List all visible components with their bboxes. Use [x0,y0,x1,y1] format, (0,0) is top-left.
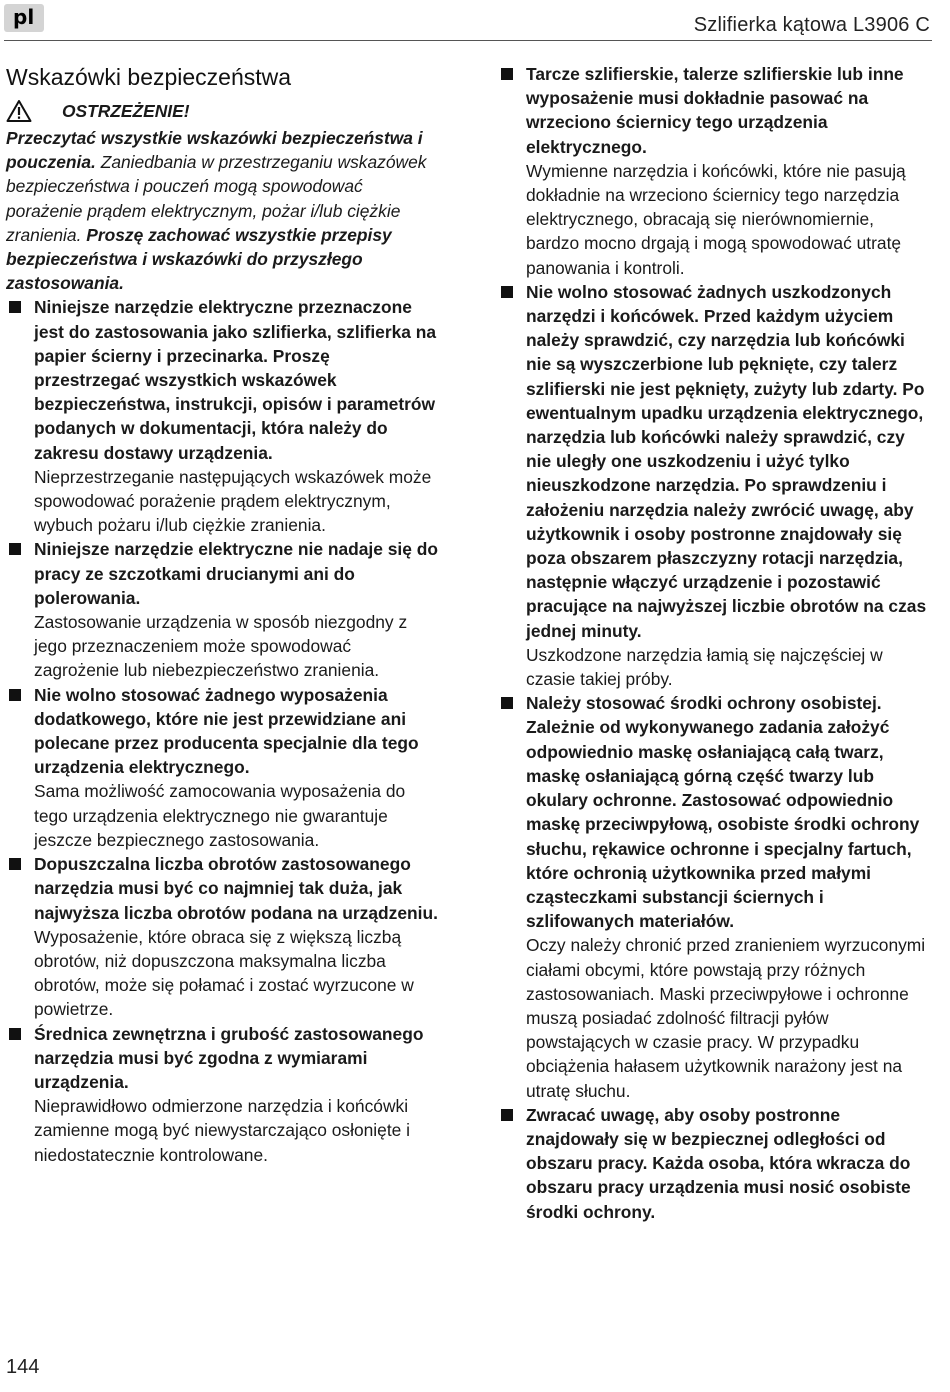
intro-regular: Zaniedbania w przestrzeganiu wskazówek bezpieczeństwa i pouczeń mogą spowodować porażenie prądem elektrycznym, pożar i/lub ciężkie zranienia. [6,152,427,245]
safety-item-lead: Średnica zewnętrzna i grubość zastosowanego narzędzia musi być zgodna z wymiarami urządzenia. [34,1023,424,1092]
safety-item [6,852,438,1021]
safety-item-lead: Nie wolno stosować żadnych uszkodzonych narzędzi i końcówek. Przed każdym użyciem należy sprawdzić, czy narzędzia lub końcówki nie są wyszczerbione lub pęknięte, czy talerz szlifierski nie jest pęknięty, zużyty lub zdarty. Po ewentualnym upadku urządzenia elektrycznego, narzędzia lub końcówki należy sprawdzić, czy nie uległy one uszkodzeniu i użyć tylko nieuszkodzone narzędzia. Po sprawdzeniu i założeniu narzędzia należy zwrócić uwagę, aby użytkownik i osoby postronne znajdowały się poza obszarem płaszczyzny rotacji narzędzia, następnie włączyć urządzenie i pozostawić pracujące na najwyższej liczbie obrotów na czas jednej minuty. [526,281,927,641]
intro-bold-1: Przeczytać wszystkie wskazówki bezpieczeństwa i pouczenia. [6,128,423,173]
safety-item-body: Wyposażenie, które obraca się z większą liczbą obrotów, niż dopuszczona maksymalna liczba obrotów, może się połamać i zostać wyrzucone w powietrze. [34,926,414,1020]
square-bullet-icon [501,68,513,80]
safety-item-lead: Niniejsze narzędzie elektryczne nie nadaje się do pracy ze szczotkami drucianymi ani do polerowania. [34,539,439,608]
safety-item-lead: Należy stosować środki ochrony osobistej. Zależnie od wykonywanego zadania założyć odpowiednio maskę osłaniającą całą twarz, maskę osłaniającą górną część twarzy lub okulary ochronne. Zastosować odpowiednio maskę przeciwpyłową, osobiste środki ochrony słuchu, rękawice ochronne i specjalny fartuch, które ochronią użytkownika przed małymi cząsteczkami substancji ściernych i szlifowanych materiałów. [526,693,920,932]
warning-row [6,98,438,124]
safety-item-lead: Dopuszczalna liczba obrotów zastosowanego narzędzia musi być co najmniej tak duża, jak najwyższa liczba obrotów podana na urządzeniu. [34,854,438,923]
safety-item-body: Nieprawidłowo odmierzone narzędzia i końcówki zamienne mogą być niewystarczająco osłonięte i niedostatecznie kontrolowane. [34,1096,411,1165]
safety-item [498,1103,930,1224]
safety-item-body: Nieprzestrzeganie następujących wskazówek może spowodować porażenie prądem elektrycznym, wybuch pożaru i/lub ciężkie zranienia. [34,466,432,536]
page-number: 144 [6,1356,40,1378]
square-bullet-icon [9,1028,21,1040]
safety-item [498,62,930,280]
left-safety-list [6,295,438,1166]
safety-item [6,1022,438,1167]
square-bullet-icon [501,286,513,298]
safety-item-body: Sama możliwość zamocowania wyposażenia do tego urządzenia elektrycznego nie gwarantuje jeszcze bezpiecznego zastosowania. [34,781,406,850]
right-safety-list [498,62,930,1224]
right-column [498,62,930,1224]
square-bullet-icon [9,543,21,555]
safety-item-lead: Nie wolno stosować żadnego wyposażenia dodatkowego, które nie jest przewidziane ani polecane przez producenta specjalnie dla tego urządzenia elektrycznego. [34,684,419,778]
square-bullet-icon [9,858,21,870]
document-title: Szlifierka kątowa L3906 C [693,14,930,36]
square-bullet-icon [9,689,21,701]
safety-item [6,683,438,852]
warning-label: OSTRZEŻENIE! [62,100,190,121]
language-badge: pl [4,4,44,32]
safety-item-lead: Tarcze szlifierskie, talerze szlifierskie lub inne wyposażenie musi dokładnie pasować na wrzeciono ściernicy tego urządzenia elektrycznego. [526,64,904,157]
warning-triangle-icon [6,99,32,123]
safety-item-body: Wymienne narzędzia i końcówki, które nie pasują dokładnie na wrzeciono ściernicy tego narzędzia elektrycznego, obracają się nierównomiernie, bardzo mocno drgają i mogą spowodować utratę panowania i kontroli. [526,160,906,278]
safety-item [6,295,438,537]
safety-item-body: Uszkodzone narzędzia łamią się najczęściej w czasie takiej próby. [526,644,883,690]
square-bullet-icon [9,301,21,313]
safety-item-body: Oczy należy chronić przed zranieniem wyrzuconymi ciałami obcymi, które powstają przy różnych zastosowaniach. Maski przeciwpyłowe i ochronne muszą posiadać zdolność filtracji pyłów powstających w czasie pracy. W przypadku obciążenia hałasem użytkownik narażony jest na utratę słuchu. [526,935,926,1101]
safety-item [6,537,438,682]
safety-item-lead: Niniejsze narzędzie elektryczne przeznaczone jest do zastosowania jako szlifierka, szlifierka na papier ścierny i przecinarka. Proszę przestrzegać wszystkich wskazówek bezpieczeństwa, instrukcji, opisów i parametrów podanych w dokumentacji, która należy do zakresu dostawy urządzenia. [34,297,437,463]
safety-item-body: Zastosowanie urządzenia w sposób niezgodny z jego przeznaczeniem może spowodować zagrożenie lub niebezpieczeństwo zranienia. [34,612,408,681]
section-title: Wskazówki bezpieczeństwa [6,64,292,90]
square-bullet-icon [501,697,513,709]
left-column [6,62,438,1167]
square-bullet-icon [501,1109,513,1121]
safety-item [498,691,930,1102]
safety-item [498,280,930,691]
header-divider [4,40,932,41]
intro-bold-2: Proszę zachować wszystkie przepisy bezpieczeństwa i wskazówki do przyszłego zastosowania. [6,224,392,294]
safety-item-lead: Zwracać uwagę, aby osoby postronne znajdowały się w bezpiecznej odległości od obszaru pracy. Każda osoba, która wkracza do obszaru pracy urządzenia musi nosić osobiste środki ochrony. [526,1104,911,1222]
intro-paragraph [6,126,438,295]
